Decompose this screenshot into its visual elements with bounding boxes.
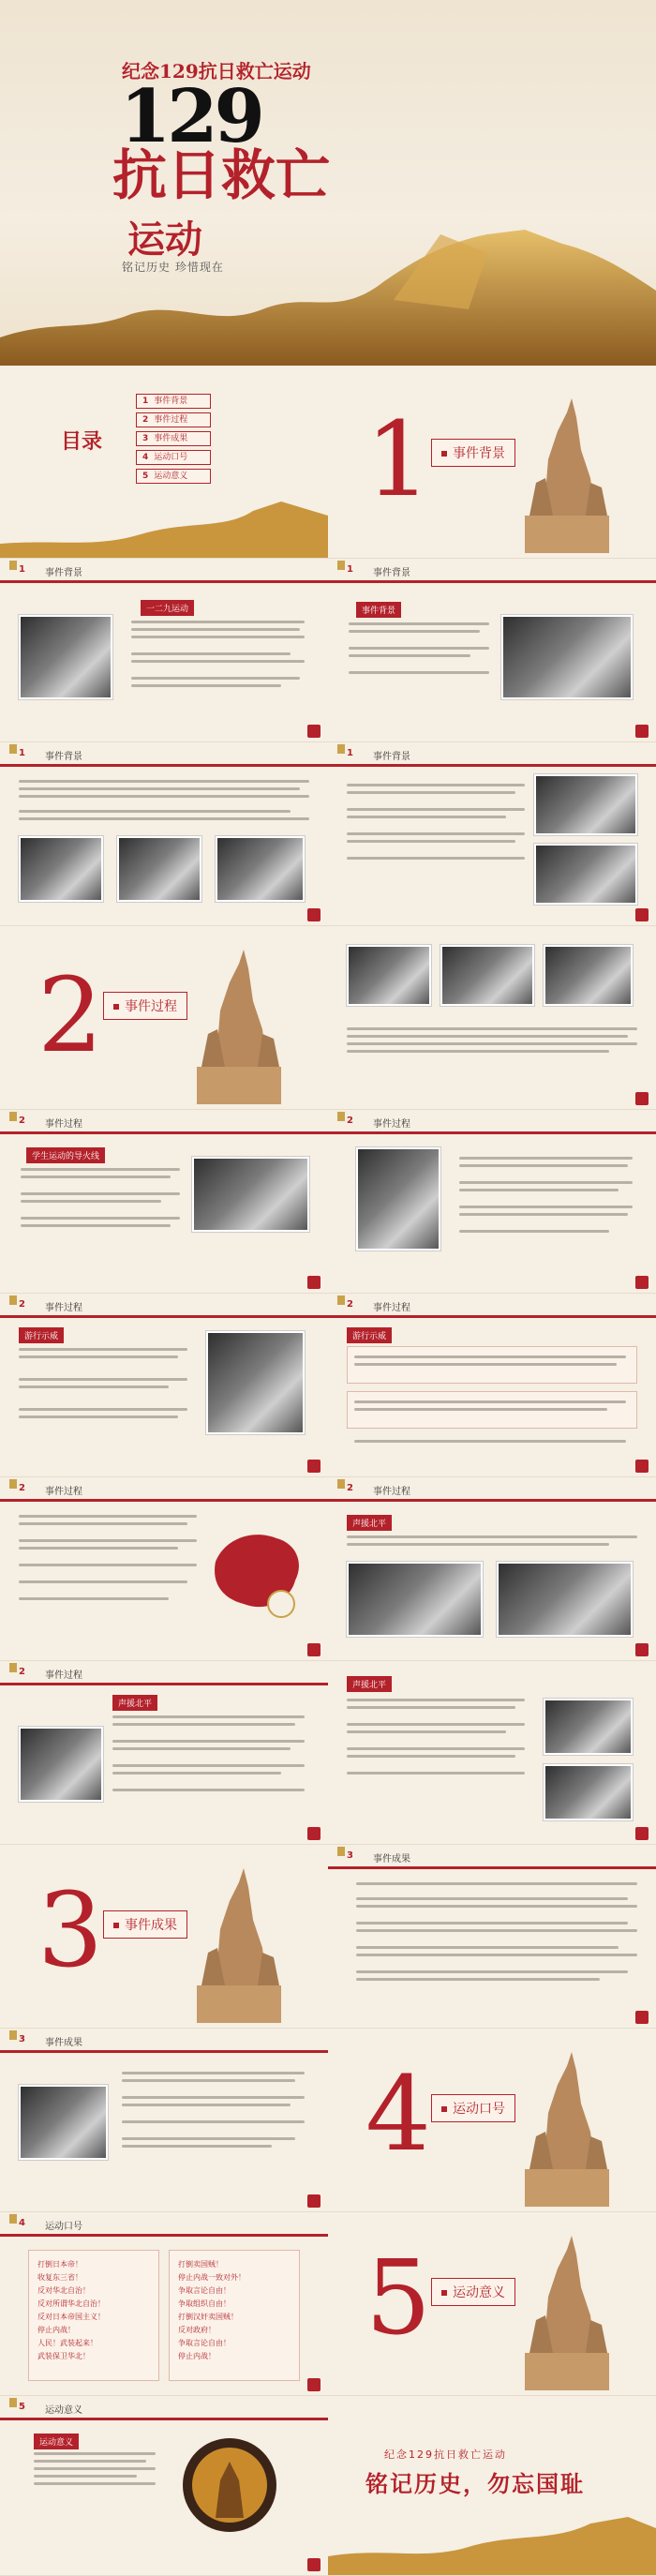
text-line bbox=[356, 1897, 628, 1900]
text-line bbox=[112, 1747, 291, 1750]
toc-item-3[interactable]: 3 事件成果 bbox=[136, 431, 211, 446]
historic-photo bbox=[19, 615, 112, 699]
text-line bbox=[21, 1200, 161, 1203]
text-line bbox=[347, 832, 525, 835]
slide-header: 1 事件背景 bbox=[328, 742, 656, 767]
slogan-item: 反对政府！ bbox=[178, 2326, 216, 2334]
slide-header: 1 事件背景 bbox=[328, 559, 656, 583]
statue-monument-icon bbox=[515, 2047, 619, 2207]
section-tag-2: 事件过程 bbox=[103, 992, 187, 1020]
text-line bbox=[112, 1740, 305, 1743]
text-line bbox=[354, 1440, 626, 1443]
text-line bbox=[354, 1400, 626, 1403]
logo-icon bbox=[307, 2558, 321, 2571]
text-line bbox=[459, 1213, 628, 1216]
text-line bbox=[356, 1905, 637, 1908]
content-slide bbox=[328, 1661, 656, 1845]
closing-slide bbox=[328, 2396, 656, 2576]
section-label: 事件背景 bbox=[356, 602, 401, 618]
text-line bbox=[19, 795, 309, 798]
text-line bbox=[34, 2482, 156, 2485]
text-line bbox=[19, 1547, 178, 1550]
text-line bbox=[19, 1408, 187, 1411]
section-label: 游行示威 bbox=[347, 1327, 392, 1343]
flag-icon bbox=[337, 1295, 345, 1305]
content-slide bbox=[0, 1294, 328, 1477]
flag-icon bbox=[9, 2214, 17, 2224]
text-line bbox=[356, 1882, 637, 1885]
content-slide bbox=[0, 1661, 328, 1845]
historic-photo bbox=[440, 945, 534, 1006]
text-line bbox=[19, 817, 309, 820]
text-line bbox=[19, 1385, 169, 1388]
text-line bbox=[347, 1035, 628, 1038]
text-line bbox=[122, 2096, 305, 2099]
historic-photo bbox=[347, 1562, 483, 1637]
historic-photo bbox=[544, 1764, 633, 1820]
flag-icon bbox=[337, 1112, 345, 1121]
section-tag-4: 运动口号 bbox=[431, 2094, 515, 2122]
historic-photo bbox=[497, 1562, 633, 1637]
slogan-item: 武装保卫华北！ bbox=[37, 2352, 90, 2360]
text-line bbox=[354, 1355, 626, 1358]
slogan-item: 打倒汉奸卖国贼！ bbox=[178, 2313, 238, 2321]
text-line bbox=[131, 652, 291, 655]
text-line bbox=[34, 2460, 146, 2463]
text-line bbox=[19, 780, 309, 783]
text-line bbox=[112, 1723, 295, 1726]
section-4-cover bbox=[328, 2029, 656, 2212]
text-line bbox=[131, 684, 281, 687]
text-line bbox=[19, 1564, 197, 1566]
flag-icon bbox=[337, 1479, 345, 1489]
content-slide bbox=[0, 559, 328, 742]
content-slide bbox=[0, 742, 328, 926]
text-line bbox=[347, 1042, 637, 1045]
content-slide bbox=[0, 2029, 328, 2212]
section-label: 游行示威 bbox=[19, 1327, 64, 1343]
toc-slide bbox=[0, 366, 328, 559]
slogan-item: 争取言论自由！ bbox=[178, 2339, 231, 2347]
content-slide bbox=[328, 1845, 656, 2029]
text-line bbox=[112, 1772, 281, 1775]
historic-photo bbox=[501, 615, 633, 699]
section-tag-3: 事件成果 bbox=[103, 1910, 187, 1939]
text-line bbox=[347, 1543, 609, 1546]
section-label: 声援北平 bbox=[112, 1695, 157, 1711]
historic-photo bbox=[192, 1157, 309, 1232]
slide-header: 2 事件过程 bbox=[0, 1110, 328, 1134]
text-line bbox=[21, 1176, 171, 1178]
hero-title: 抗日救亡 bbox=[112, 143, 331, 207]
logo-icon bbox=[635, 1827, 649, 1840]
flag-icon bbox=[337, 744, 345, 754]
slogan-item: 争取言论自由！ bbox=[178, 2286, 231, 2295]
content-slide bbox=[0, 1477, 328, 1661]
section-2-cover bbox=[0, 926, 328, 1110]
text-line bbox=[347, 1747, 525, 1750]
text-line bbox=[349, 630, 480, 633]
historic-photo bbox=[544, 1699, 633, 1755]
text-line bbox=[349, 622, 489, 625]
text-line bbox=[356, 1970, 628, 1973]
hero-tagline: 铭记历史 珍惜现在 bbox=[122, 261, 224, 274]
slogan-item: 争取组织自由！ bbox=[178, 2299, 231, 2308]
slogan-item: 反对所谓华北自治！ bbox=[37, 2299, 105, 2308]
logo-icon bbox=[307, 2194, 321, 2208]
text-line bbox=[356, 1922, 628, 1925]
logo-icon bbox=[635, 1460, 649, 1473]
text-line bbox=[122, 2104, 291, 2106]
historic-photo bbox=[216, 836, 305, 902]
toc-title: 目录 bbox=[61, 430, 103, 454]
flag-icon bbox=[9, 561, 17, 570]
logo-icon bbox=[635, 1643, 649, 1656]
historic-photo bbox=[206, 1331, 305, 1434]
text-line bbox=[347, 1699, 525, 1701]
content-slide bbox=[328, 926, 656, 1110]
logo-icon bbox=[307, 1827, 321, 1840]
statue-crowd-image bbox=[0, 492, 328, 558]
slide-header: 3 事件成果 bbox=[328, 1845, 656, 1869]
flag-icon bbox=[337, 561, 345, 570]
text-line bbox=[131, 621, 305, 623]
emblem-icon bbox=[178, 2434, 281, 2537]
slide-header: 2 事件过程 bbox=[328, 1110, 656, 1134]
flag-icon bbox=[9, 1479, 17, 1489]
statue-monument-icon bbox=[515, 394, 619, 553]
slide-header: 1 事件背景 bbox=[0, 742, 328, 767]
historic-photo bbox=[117, 836, 201, 902]
text-line bbox=[459, 1206, 633, 1208]
text-line bbox=[21, 1192, 180, 1195]
text-line bbox=[459, 1157, 633, 1160]
slogan-item: 停止内战一致对外！ bbox=[178, 2273, 246, 2282]
slide-header: 3 事件成果 bbox=[0, 2029, 328, 2053]
toc-item-5[interactable]: 5 运动意义 bbox=[136, 469, 211, 484]
flag-icon bbox=[9, 744, 17, 754]
text-line bbox=[21, 1168, 180, 1171]
logo-icon bbox=[635, 908, 649, 921]
section-number-2: 2 bbox=[37, 955, 103, 1075]
toc-item-1[interactable]: 1 事件背景 bbox=[136, 394, 211, 409]
section-number-5: 5 bbox=[365, 2238, 431, 2358]
hero-title-2: 运动 bbox=[127, 217, 202, 262]
text-line bbox=[347, 1772, 525, 1775]
logo-icon bbox=[307, 725, 321, 738]
flag-icon bbox=[337, 1847, 345, 1856]
text-line bbox=[347, 1755, 515, 1758]
text-line bbox=[19, 810, 291, 813]
text-line bbox=[122, 2079, 295, 2082]
slide-header: 2 事件过程 bbox=[0, 1294, 328, 1318]
flag-icon bbox=[9, 2030, 17, 2040]
section-tag-1: 事件背景 bbox=[431, 439, 515, 467]
text-line bbox=[19, 1597, 169, 1600]
text-line bbox=[347, 791, 515, 794]
flag-icon bbox=[9, 1663, 17, 1672]
china-map-icon bbox=[201, 1515, 314, 1627]
logo-icon bbox=[307, 1460, 321, 1473]
historic-photo bbox=[544, 945, 633, 1006]
slogan-item: 停止内战！ bbox=[178, 2352, 216, 2360]
section-number-3: 3 bbox=[37, 1870, 103, 1990]
section-5-cover bbox=[328, 2212, 656, 2396]
closing-title: 铭记历史，勿忘国耻 bbox=[365, 2471, 585, 2497]
text-line bbox=[356, 1946, 619, 1949]
section-label: 学生运动的导火线 bbox=[26, 1147, 105, 1163]
historic-photo bbox=[356, 1147, 440, 1251]
text-line bbox=[459, 1164, 628, 1167]
historic-photo bbox=[534, 774, 637, 835]
text-line bbox=[34, 2467, 156, 2470]
historic-photo bbox=[19, 836, 103, 902]
section-number-4: 4 bbox=[365, 2054, 431, 2174]
text-line bbox=[354, 1408, 607, 1411]
logo-icon bbox=[307, 1276, 321, 1289]
section-1-cover bbox=[328, 366, 656, 559]
text-line bbox=[131, 636, 305, 638]
section-label: 声援北平 bbox=[347, 1676, 392, 1692]
logo-icon bbox=[635, 2011, 649, 2024]
bullet-icon bbox=[441, 451, 447, 457]
text-line bbox=[131, 677, 300, 680]
section-label: 一二九运动 bbox=[141, 600, 194, 616]
statue-monument-icon bbox=[187, 945, 291, 1104]
text-line bbox=[122, 2145, 272, 2148]
text-line bbox=[459, 1181, 633, 1184]
text-line bbox=[21, 1224, 171, 1227]
text-line bbox=[459, 1189, 619, 1191]
text-line bbox=[19, 787, 300, 790]
logo-icon bbox=[307, 1643, 321, 1656]
text-line bbox=[112, 1789, 305, 1791]
closing-subtitle: 纪念129抗日救亡运动 bbox=[384, 2449, 507, 2461]
text-line bbox=[19, 1378, 187, 1381]
flag-icon bbox=[9, 1112, 17, 1121]
toc-item-4[interactable]: 4 运动口号 bbox=[136, 450, 211, 465]
slide-header: 2 事件过程 bbox=[0, 1477, 328, 1502]
slogan-item: 收复东三省！ bbox=[37, 2273, 82, 2282]
logo-icon bbox=[635, 1276, 649, 1289]
text-line bbox=[459, 1230, 609, 1233]
text-line bbox=[347, 1027, 637, 1030]
text-line bbox=[356, 1929, 637, 1932]
text-line bbox=[347, 784, 525, 786]
text-line bbox=[347, 1723, 525, 1726]
text-line bbox=[19, 1415, 178, 1418]
content-slide bbox=[0, 1110, 328, 1294]
flag-icon bbox=[9, 1295, 17, 1305]
flag-icon bbox=[9, 2398, 17, 2407]
historic-photo bbox=[534, 844, 637, 905]
text-line bbox=[34, 2452, 156, 2455]
toc-item-2[interactable]: 2 事件过程 bbox=[136, 412, 211, 427]
bullet-icon bbox=[441, 2290, 447, 2296]
text-line bbox=[347, 1050, 609, 1053]
historic-photo bbox=[19, 2085, 108, 2160]
text-line bbox=[21, 1217, 180, 1220]
slogan-item: 停止内战！ bbox=[37, 2326, 75, 2334]
text-line bbox=[347, 1535, 637, 1538]
statue-crowd-image bbox=[0, 225, 656, 366]
slide-header: 5 运动意义 bbox=[0, 2396, 328, 2420]
statue-monument-icon bbox=[515, 2231, 619, 2390]
text-line bbox=[349, 671, 489, 674]
text-line bbox=[19, 1580, 187, 1583]
logo-icon bbox=[307, 2378, 321, 2391]
content-slide bbox=[328, 1294, 656, 1477]
text-line bbox=[34, 2475, 137, 2478]
text-line bbox=[349, 654, 470, 657]
slide-header: 2 事件过程 bbox=[328, 1294, 656, 1318]
logo-icon bbox=[635, 1092, 649, 1105]
hero-subtitle: 纪念129抗日救亡运动 bbox=[122, 60, 311, 82]
text-line bbox=[356, 1978, 600, 1981]
text-line bbox=[122, 2120, 305, 2123]
section-label: 声援北平 bbox=[347, 1515, 392, 1531]
bullet-icon bbox=[113, 1004, 119, 1010]
slogan-slide bbox=[0, 2212, 328, 2396]
section-tag-5: 运动意义 bbox=[431, 2278, 515, 2306]
slide-header: 2 事件过程 bbox=[328, 1477, 656, 1502]
text-line bbox=[122, 2072, 305, 2074]
slogan-item: 反对华北自治！ bbox=[37, 2286, 90, 2295]
text-line bbox=[19, 1539, 197, 1542]
content-slide bbox=[328, 559, 656, 742]
text-line bbox=[347, 1730, 506, 1733]
content-slide bbox=[328, 742, 656, 926]
content-slide bbox=[0, 2396, 328, 2576]
text-line bbox=[347, 808, 525, 811]
historic-photo bbox=[19, 1727, 103, 1802]
section-3-cover bbox=[0, 1845, 328, 2029]
text-line bbox=[347, 816, 506, 818]
content-slide bbox=[328, 1477, 656, 1661]
text-line bbox=[19, 1355, 178, 1358]
slide-header: 4 运动口号 bbox=[0, 2212, 328, 2237]
slide-header: 1 事件背景 bbox=[0, 559, 328, 583]
text-line bbox=[112, 1764, 305, 1767]
text-line bbox=[347, 857, 525, 860]
logo-icon bbox=[635, 725, 649, 738]
bullet-icon bbox=[441, 2106, 447, 2112]
text-line bbox=[347, 840, 515, 843]
text-line bbox=[354, 1363, 617, 1366]
statue-crowd-image bbox=[328, 2509, 656, 2575]
section-label: 运动意义 bbox=[34, 2434, 79, 2449]
slogan-item: 打倒卖国贼！ bbox=[178, 2260, 223, 2269]
slide-header: 2 事件过程 bbox=[0, 1661, 328, 1685]
text-line bbox=[19, 1522, 187, 1525]
statue-monument-icon bbox=[187, 1864, 291, 2023]
text-line bbox=[131, 628, 300, 631]
section-number-1: 1 bbox=[365, 399, 431, 519]
text-line bbox=[112, 1715, 305, 1718]
bullet-icon bbox=[113, 1923, 119, 1928]
text-line bbox=[356, 1954, 637, 1956]
text-line bbox=[131, 660, 305, 663]
text-line bbox=[19, 1515, 197, 1518]
historic-photo bbox=[347, 945, 431, 1006]
text-line bbox=[349, 647, 489, 650]
text-line bbox=[347, 1706, 515, 1709]
text-line bbox=[122, 2137, 295, 2140]
hero-cover bbox=[0, 0, 656, 366]
slogan-item: 人民！武装起来！ bbox=[37, 2339, 97, 2347]
content-slide bbox=[328, 1110, 656, 1294]
logo-icon bbox=[307, 908, 321, 921]
text-line bbox=[19, 1348, 187, 1351]
slogan-item: 反对日本帝国主义！ bbox=[37, 2313, 105, 2321]
slogan-item: 打倒日本帝！ bbox=[37, 2260, 82, 2269]
hero-number: 129 bbox=[120, 74, 261, 159]
